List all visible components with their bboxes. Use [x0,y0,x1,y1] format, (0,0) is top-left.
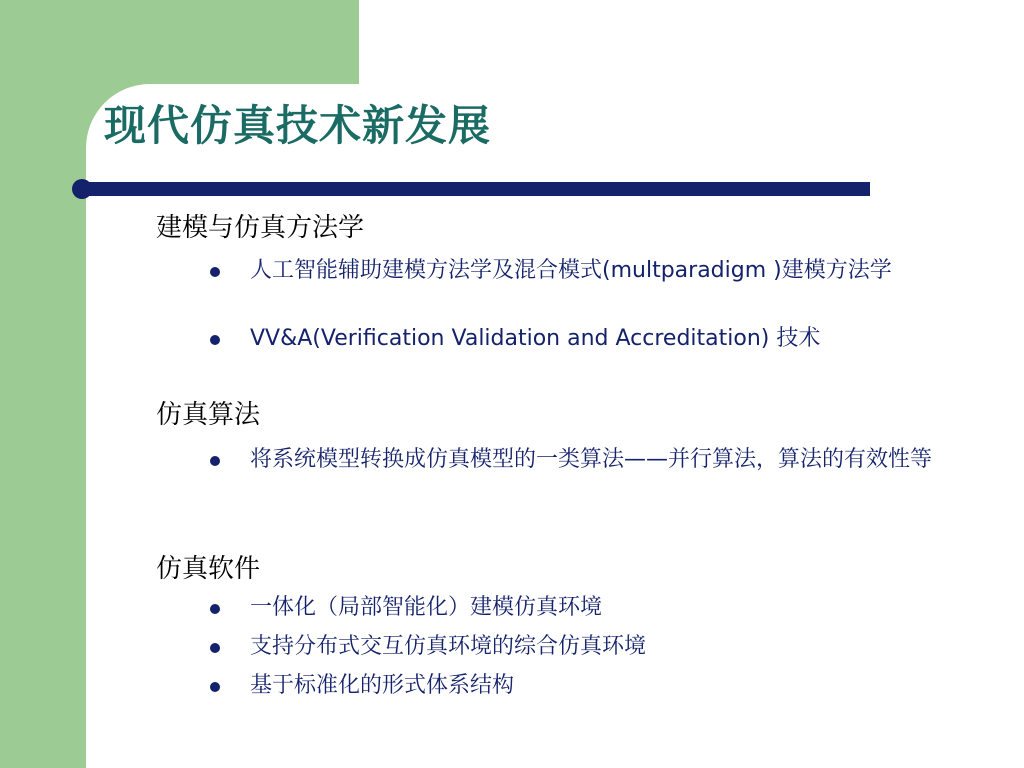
slide-title: 现代仿真技术新发展 [104,101,492,150]
section-heading-software: 仿真软件 [156,554,261,584]
title-underline-rule [72,179,870,199]
list-item [210,593,940,623]
list-item [210,671,940,701]
list-item [210,632,940,662]
bullet-dot-icon [210,267,220,277]
list-item [210,445,940,475]
left-decor-band [0,0,86,768]
list-item-text: 基于标准化的形式体系结构 [250,673,515,698]
list-item-text: 一体化（局部智能化）建模仿真环境 [250,595,603,620]
section-heading-algorithms: 仿真算法 [156,400,261,430]
section-heading-modeling: 建模与仿真方法学 [156,213,365,243]
list-item-text: 人工智能辅助建模方法学及混合模式(multparadigm )建模方法学 [250,258,892,283]
list-item-text: 支持分布式交互仿真环境的综合仿真环境 [250,634,647,659]
bullet-dot-icon [210,456,220,466]
bullet-dot-icon [210,604,220,614]
bullet-dot-icon [210,335,220,345]
top-decor-band [86,0,359,84]
list-item-text: 将系统模型转换成仿真模型的一类算法——并行算法，算法的有效性等 [250,447,933,472]
bullet-dot-icon [210,643,220,653]
list-item-text: VV&A(Verification Validation and Accreditation) 技术 [250,326,821,351]
bullet-dot-icon [210,682,220,692]
list-item [210,324,940,354]
list-item [210,256,940,286]
